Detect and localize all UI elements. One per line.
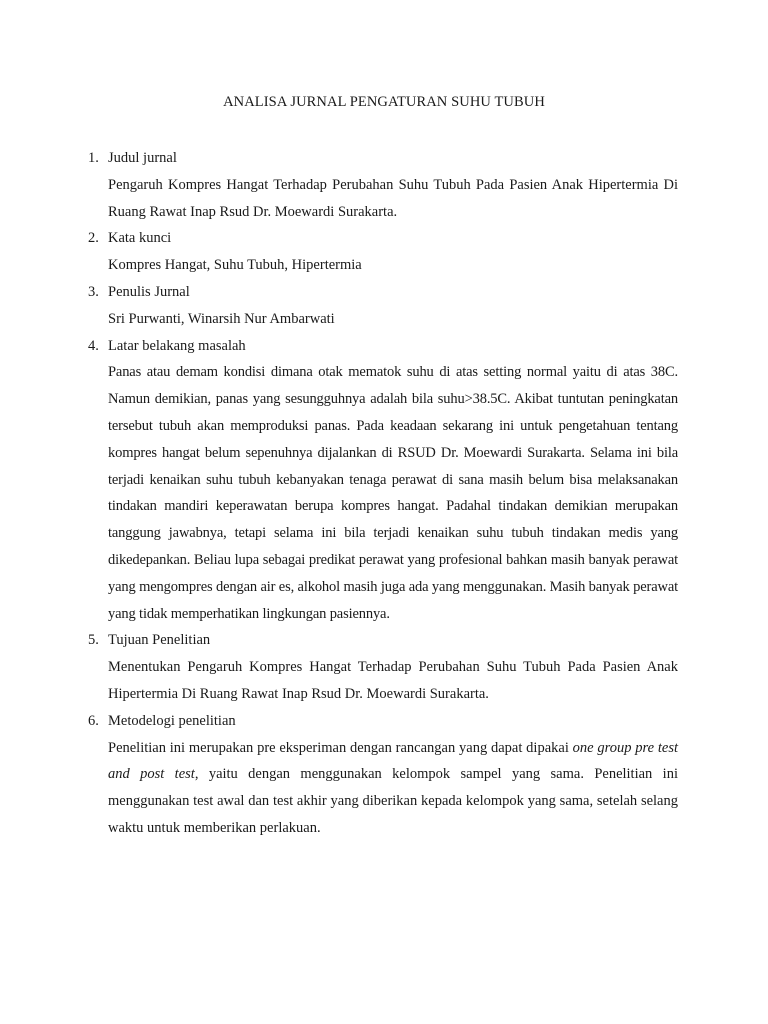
section-heading: Kata kunci: [108, 230, 172, 247]
section-heading: Latar belakang masalah: [108, 337, 246, 354]
section-number: 2.: [88, 230, 99, 247]
section-list: [88, 145, 678, 842]
section-number: 5.: [88, 632, 99, 649]
section-heading: Penulis Jurnal: [108, 283, 190, 300]
section-heading: Metodelogi penelitian: [108, 712, 236, 729]
section-body: [108, 735, 678, 842]
section-metodelogi: [88, 708, 678, 842]
body-text-before-italic: Penelitian ini merupakan pre eksperiman dengan rancangan yang dapat dipakai: [108, 739, 573, 756]
section-number: 4.: [88, 337, 99, 354]
section-judul-jurnal: [88, 145, 678, 225]
section-body: Panas atau demam kondisi dimana otak mematok suhu di atas setting normal yaitu di atas 38C. Namun demikian, panas yang sesungguhnya adalah bila suhu>38.5C. Akibat tuntutan peningkatan tersebut tubuh akan memproduksi panas. Pada keadaan sekarang ini untuk pengetahuan tentang kompres hangat belum sepenuhnya dijalankan di RSUD Dr. Moewardi Surakarta. Selama ini bila terjadi kenaikan suhu tubuh kebanyakan tenaga perawat di sana masih belum bisa melaksanakan tindakan mandiri keperawatan berupa kompres hangat. Padahal tindakan demikian merupakan tanggung jawabnya, tetapi selama ini bila terjadi kenaikan suhu tubuh tindakan medis yang dikedepankan. Beliau lupa sebagai predikat perawat yang profesional bahkan masih banyak perawat yang mengompres dengan air es, alkohol masih juga ada yang menggunakan. Masih banyak perawat yang tidak memperhatikan lingkungan pasiennya.: [108, 364, 678, 622]
section-number: 1.: [88, 150, 99, 166]
section-body: Menentukan Pengaruh Kompres Hangat Terhadap Perubahan Suhu Tubuh Pada Pasien Anak Hipertermia Di Ruang Rawat Inap Rsud Dr. Moewardi Surakarta.: [108, 659, 678, 702]
section-heading: Judul jurnal: [108, 150, 177, 166]
section-tujuan-penelitian: [88, 627, 678, 707]
section-number: 3.: [88, 283, 99, 300]
section-kata-kunci: [88, 225, 678, 279]
section-penulis-jurnal: [88, 279, 678, 333]
section-heading: Tujuan Penelitian: [108, 632, 211, 649]
section-body: Pengaruh Kompres Hangat Terhadap Perubahan Suhu Tubuh Pada Pasien Anak Hipertermia Di Ruang Rawat Inap Rsud Dr. Moewardi Surakarta.: [108, 176, 678, 220]
section-body: Sri Purwanti, Winarsih Nur Ambarwati: [108, 310, 335, 327]
section-latar-belakang: [88, 333, 678, 628]
section-number: 6.: [88, 712, 99, 729]
body-text-after-italic: , yaitu dengan menggunakan kelompok sampel yang sama. Penelitian ini menggunakan test awal dan test akhir yang diberikan kepada kelompok yang sama, setelah selang waktu untuk memberikan perlakuan.: [108, 766, 678, 836]
section-body: Kompres Hangat, Suhu Tubuh, Hipertermia: [108, 257, 362, 274]
body-text-italic: one group pre test and post test: [108, 739, 678, 783]
document-title: ANALISA JURNAL PENGATURAN SUHU TUBUH: [223, 94, 545, 110]
